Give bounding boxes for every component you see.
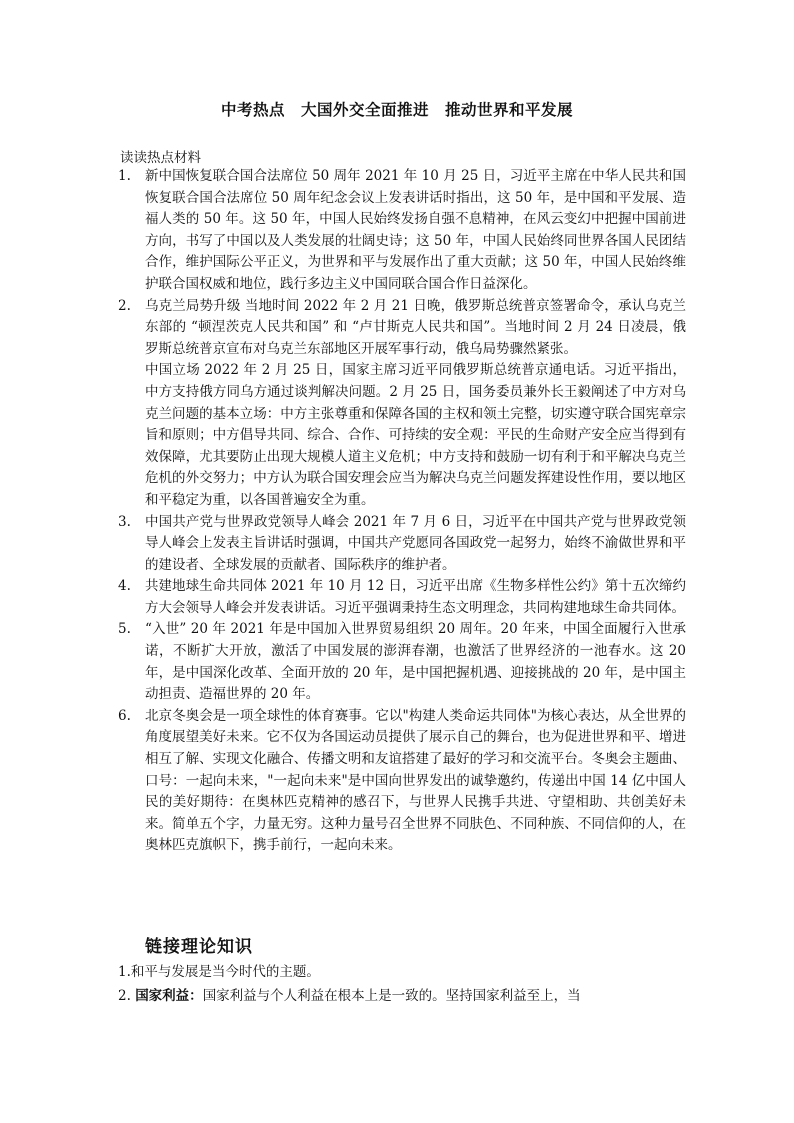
item-text: “入世” 20 年 2021 年是中国加入世界贸易组织 20 周年。20 年来，中国全面履行入世承诺，不断扩大开放，激活了中国发展的澎湃春潮，也激活了世界经济的一池春水。这 20 年，是中国深化改革、全面开放的 20 年，是中国把握机遇、迎接挑战的 20 年，是中国主动担责、造福世界的 20 年。 xyxy=(145,621,686,703)
item-number: 3. xyxy=(118,513,131,530)
item-text: 北京冬奥会是一项全球性的体育赛事。它以"构建人类命运共同体"为核心表达，从全世界的角度展望美好未来。它不仅为各国运动员提供了展示自己的舞台，也为促进世界和平、增进相互了解、实现文化融合、传播文明和友谊搭建了最好的学习和交流平台。冬奥会主题曲、口号：一起向未来，"一起向未来"是中国向世界发出的诚挚邀约，传递出中国 14 亿中国人民的美好期待：在奥林匹克精神的感召下，与世界人民携手共进、守望相助、共创美好未来。简单五个字，力量无穷。这种力量号召全世界不同肤色、不同种族、不同信仰的人，在奥林匹克旗帜下，携手前行，一起向未来。 xyxy=(145,707,686,854)
item-number: 6. xyxy=(118,707,131,724)
theory-number: 2. xyxy=(118,988,131,1004)
page-title: 中考热点 大国外交全面推进 推动世界和平发展 xyxy=(220,100,573,119)
intro-label: 读读热点材料 xyxy=(120,150,201,166)
item-text-continued: 中国立场 2022 年 2 月 25 日，国家主席习近平同俄罗斯总统普京通电话。习近平指出，中方支持俄方同乌方通过谈判解决问题。2 月 25 日，国务委员兼外长王毅阐述了中方对乌克兰问题的基本立场：中方主张尊重和保障各国的主权和领土完整，切实遵守联合国宪章宗旨和原则；中方倡导共同、综合、合作、可持续的安全观：平民的生命财产安全应当得到有效保障，尤其要防止出现大规模人道主义危机；中方支持和鼓励一切有利于和平解决乌克兰危机的外交努力；中方认为联合国安理会应当为解决乌克兰问题发挥建设性作用，要以地区和平稳定为重，以各国普遍安全为重。 xyxy=(145,362,686,508)
item-number: 4. xyxy=(118,578,131,595)
list-item xyxy=(118,576,686,619)
list-item xyxy=(118,512,686,577)
theory-number: 1. xyxy=(118,964,131,980)
list-item xyxy=(118,166,686,296)
theory-item xyxy=(118,960,686,984)
list-item xyxy=(118,619,686,705)
theory-text: 国家利益与个人利益在根本上是一致的。坚持国家利益至上，当 xyxy=(202,988,581,1004)
item-number: 1. xyxy=(118,168,131,184)
list-item xyxy=(118,706,686,857)
theory-keyword: 国家利益： xyxy=(135,988,203,1004)
item-text: 新中国恢复联合国合法席位 50 周年 2021 年 10 月 25 日，习近平主席在中华人民共和国恢复联合国合法席位 50 周年纪念会议上发表讲话时指出，这 50 年，是中国和平发展、造福人类的 50 年。这 50 年，中国人民始终发扬自强不息精神，在风云变幻中把握中国前进方向，书写了中国以及人类发展的壮阔史诗；这 50 年，中国人民始终同世界各国人民团结合作，维护国际公平正义，为世界和平与发展作出了重大贡献；这 50 年，中国人民始终维护联合国权威和地位，践行多边主义中国同联合国合作日益深化。 xyxy=(145,168,686,292)
item-text: 共建地球生命共同体 2021 年 10 月 12 日，习近平出席《生物多样性公约》第十五次缔约方大会领导人峰会并发表讲话。习近平强调秉持生态文明理念，共同构建地球生命共同体。 xyxy=(145,578,686,616)
item-number: 2. xyxy=(118,297,131,314)
item-number: 5. xyxy=(118,621,131,638)
list-item xyxy=(118,296,686,512)
item-text: 乌克兰局势升级 当地时间 2022 年 2 月 21 日晚，俄罗斯总统普京签署命令，承认乌克兰东部的 “顿涅茨克人民共和国” 和 “卢甘斯克人民共和国”。当地时间 2 月 24 日凌晨，俄罗斯总统普京宣布对乌克兰东部地区开展军事行动，俄乌局势骤然紧张。 xyxy=(145,297,686,357)
theory-list xyxy=(118,960,686,1008)
hot-topic-list xyxy=(118,166,686,857)
theory-text: 和平与发展是当今时代的主题。 xyxy=(130,964,320,980)
theory-item xyxy=(118,984,686,1008)
theory-heading: 链接理论知识 xyxy=(145,937,253,957)
item-text: 中国共产党与世界政党领导人峰会 2021 年 7 月 6 日，习近平在中国共产党与世界政党领导人峰会上发表主旨讲话时强调，中国共产党愿同各国政党一起努力，始终不渝做世界和平的建设者、全球发展的贡献者、国际秩序的维护者。 xyxy=(145,513,686,573)
